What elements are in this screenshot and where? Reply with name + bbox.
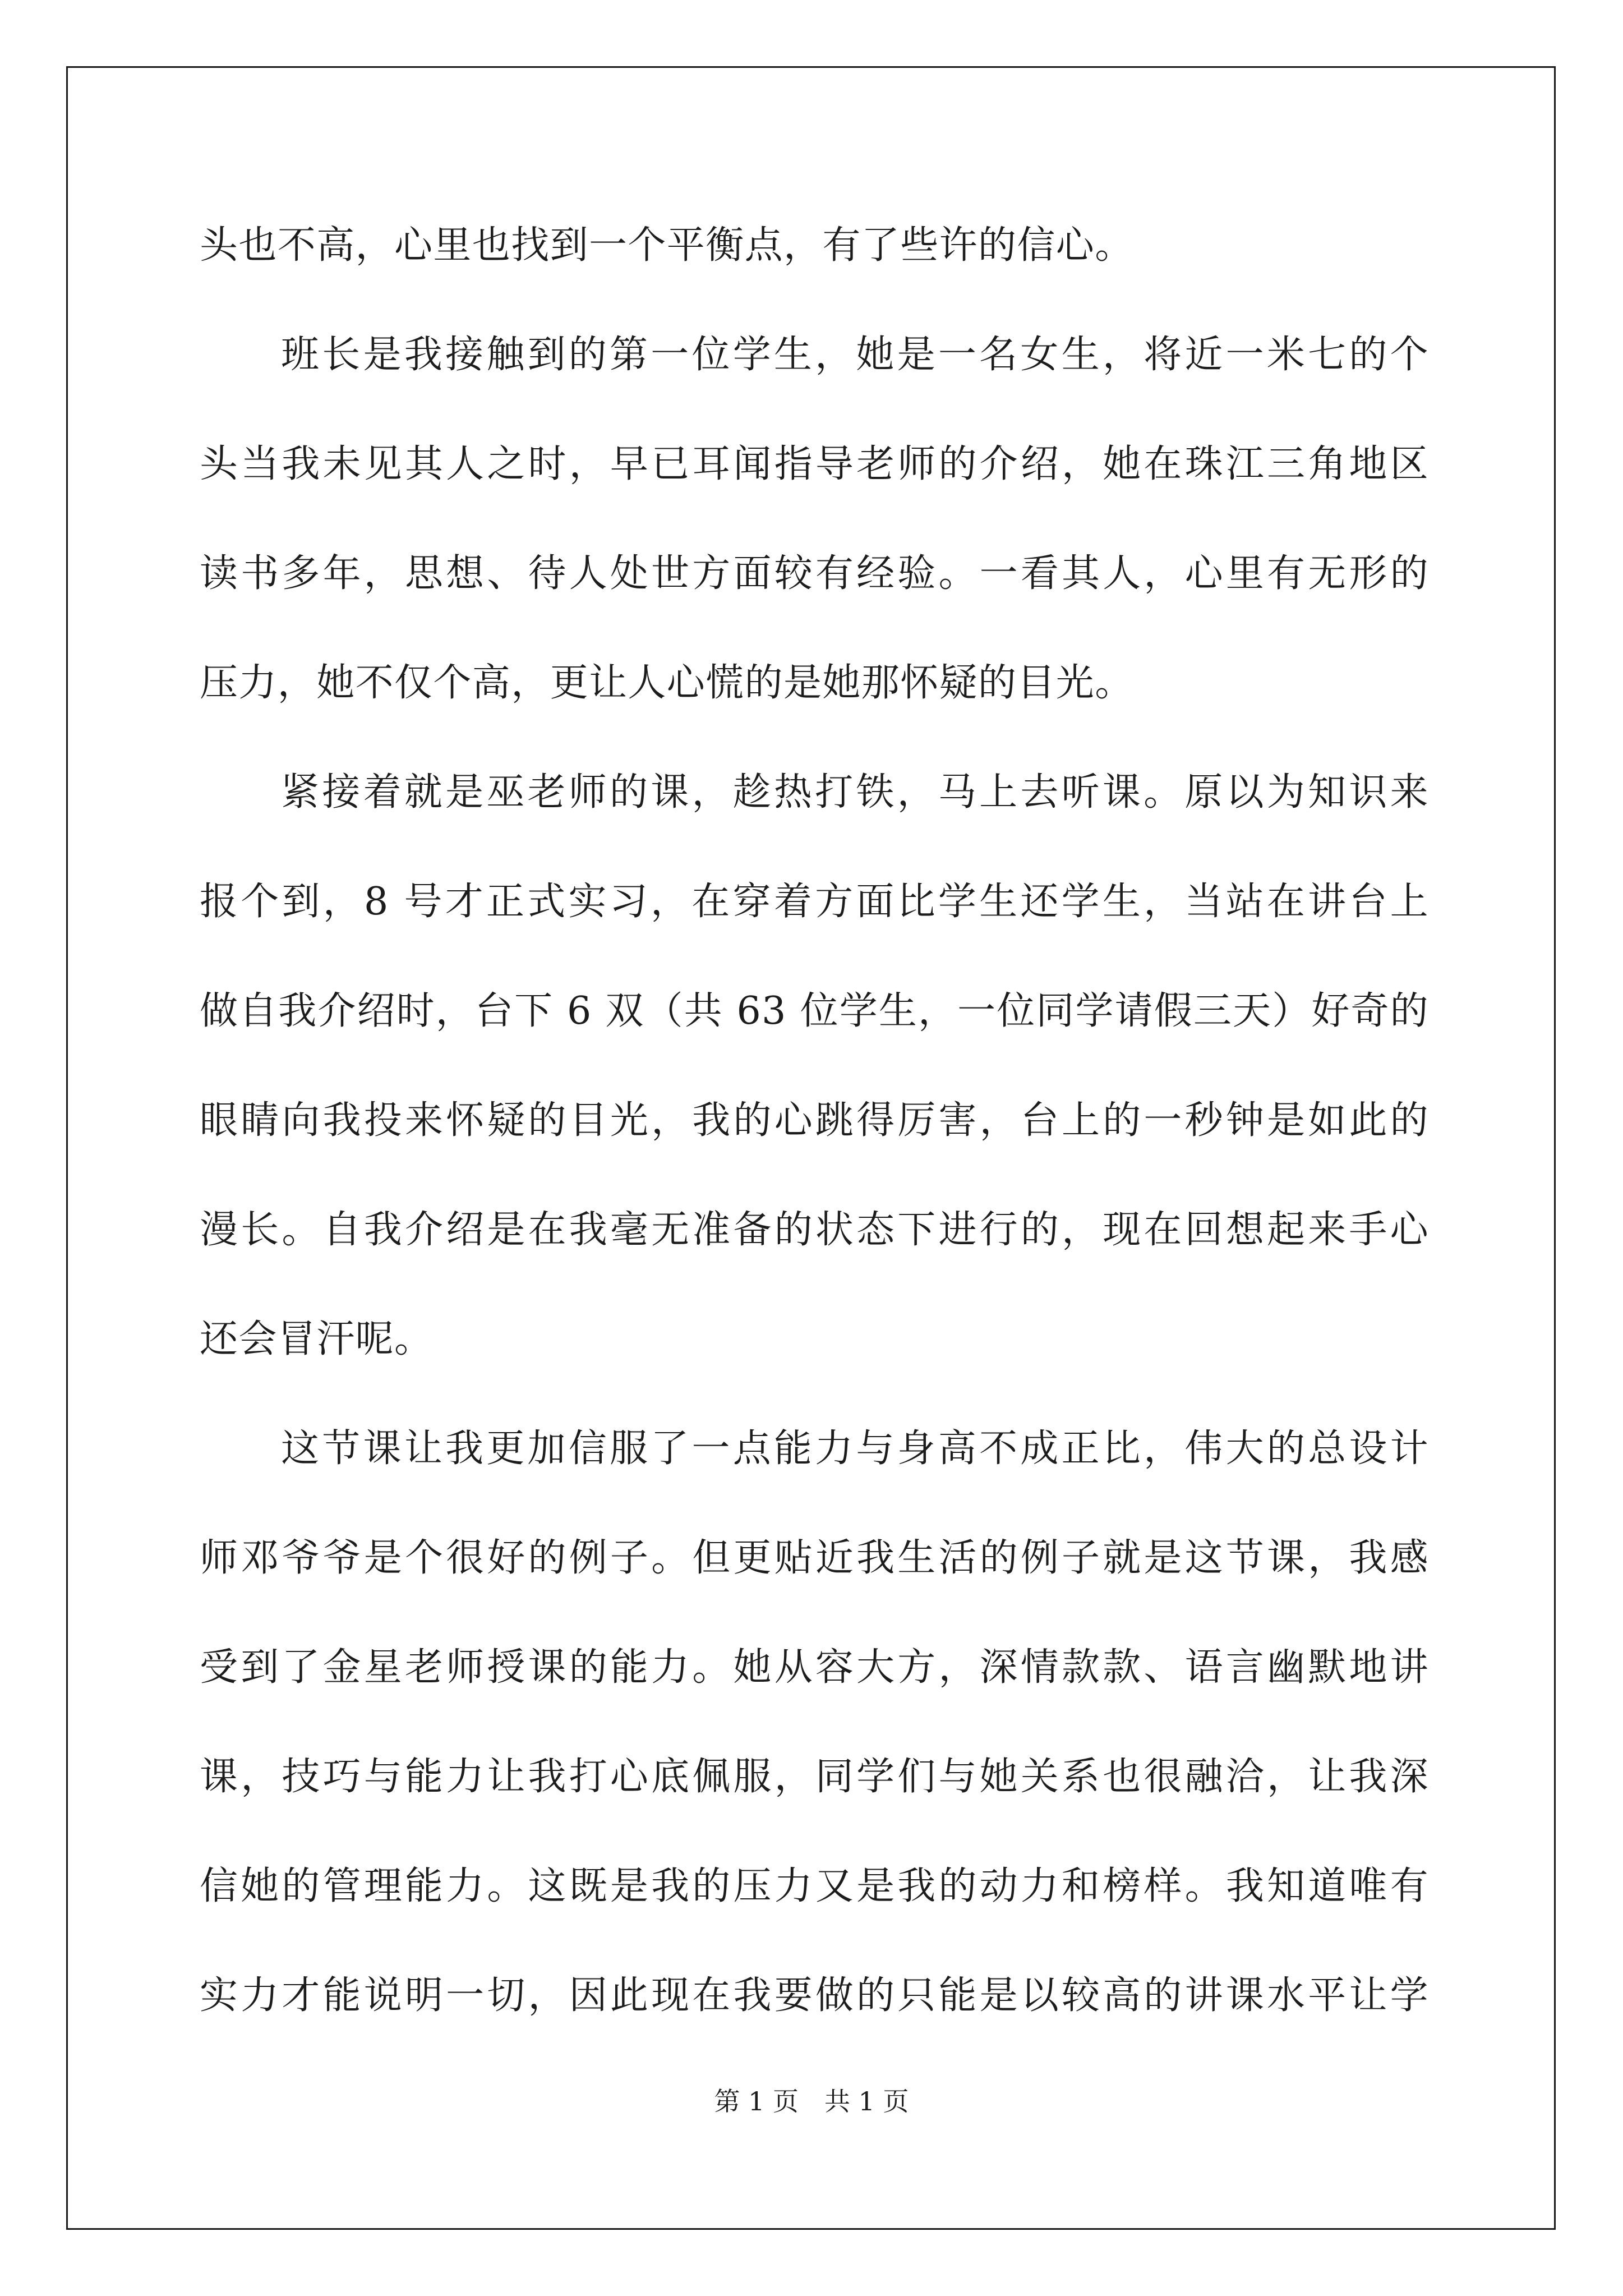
text-line: 眼睛向我投来怀疑的目光，我的心跳得厉害，台上的一秒钟是如此的: [200, 1098, 1429, 1143]
text-line: 实力才能说明一切，因此现在我要做的只能是以较高的讲课水平让学: [200, 1973, 1429, 2018]
page-total: 共 1 页: [824, 2086, 909, 2116]
text-line: 做自我介绍时，台下 6 双（共 63 位学生，一位同学请假三天）好奇的: [200, 989, 1429, 1033]
page-footer: [0, 2081, 1623, 2118]
page-number: 第 1 页: [714, 2086, 799, 2116]
text-line: 还会冒汗呢。: [200, 1317, 434, 1361]
text-line: 受到了金星老师授课的能力。她从容大方，深情款款、语言幽默地讲: [200, 1645, 1429, 1690]
text-line: 漫长。自我介绍是在我毫无准备的状态下进行的，现在回想起来手心: [200, 1208, 1429, 1252]
document-body: [200, 191, 1429, 2050]
text-line: 信她的管理能力。这既是我的压力又是我的动力和榜样。我知道唯有: [200, 1864, 1429, 1908]
text-line: 紧接着就是巫老师的课，趁热打铁，马上去听课。原以为知识来: [281, 770, 1429, 815]
text-line: 课，技巧与能力让我打心底佩服，同学们与她关系也很融洽，让我深: [200, 1755, 1429, 1799]
text-line: 头当我未见其人之时，早已耳闻指导老师的介绍，她在珠江三角地区: [200, 442, 1429, 486]
text-line: 头也不高，心里也找到一个平衡点，有了些许的信心。: [200, 223, 1134, 268]
text-line: 报个到，8 号才正式实习，在穿着方面比学生还学生，当站在讲台上: [200, 880, 1429, 924]
text-line: 这节课让我更加信服了一点能力与身高不成正比，伟大的总设计: [281, 1427, 1429, 1471]
text-line: 读书多年，思想、待人处世方面较有经验。一看其人，心里有无形的: [200, 551, 1429, 596]
text-line: 压力，她不仅个高，更让人心慌的是她那怀疑的目光。: [200, 661, 1134, 705]
text-line: 班长是我接触到的第一位学生，她是一名女生，将近一米七的个: [281, 333, 1429, 377]
text-line: 师邓爷爷是个很好的例子。但更贴近我生活的例子就是这节课，我感: [200, 1536, 1429, 1580]
